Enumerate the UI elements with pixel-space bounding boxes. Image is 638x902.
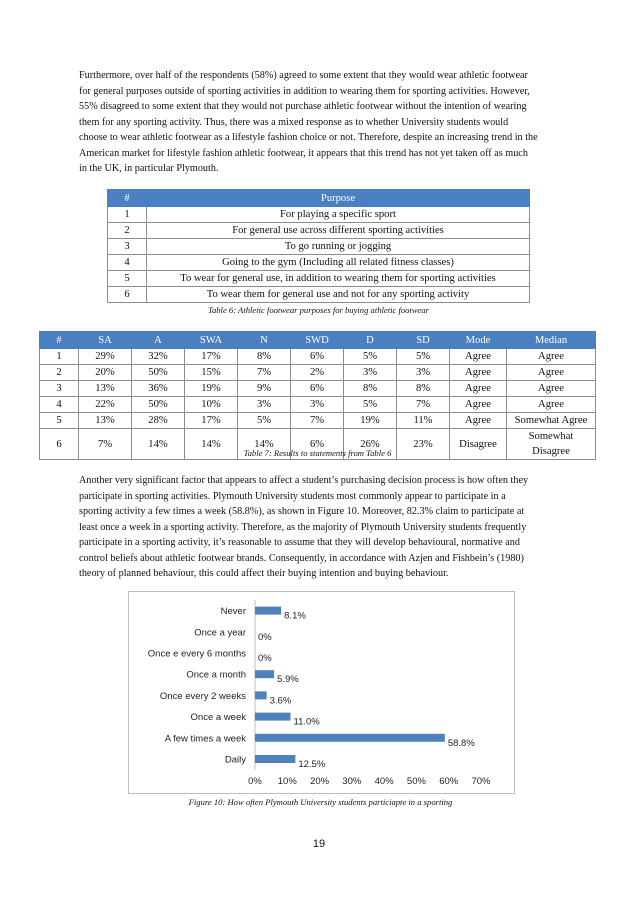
category-label: Once e every 6 months (147, 648, 246, 660)
cell: 23% (397, 429, 450, 460)
table-row (40, 381, 596, 397)
bar (255, 734, 445, 742)
cell: 17% (185, 413, 238, 429)
paragraph-sport-participation (79, 473, 564, 582)
cell: 3 (40, 381, 79, 397)
bar (255, 670, 274, 678)
bar (255, 755, 295, 763)
category-label: Never (220, 606, 246, 618)
text-line: control beliefs about athletic footwear brands. Consequently, in accordance with Azjen and Fishbein’s (1980) (79, 552, 524, 564)
cell: 5 (108, 271, 147, 287)
cell: 4 (108, 255, 147, 271)
table-statement-results (39, 331, 596, 460)
text-line: American market for lifestyle fashion athletic footwear, it appears that this trend has not yet taken off as much (79, 147, 528, 159)
table-athletic-footwear-purposes (107, 189, 530, 303)
cell: Agree (450, 397, 507, 413)
cell: 5% (397, 349, 450, 365)
bar (255, 691, 267, 699)
data-label: 58.8% (447, 737, 475, 749)
cell: 28% (132, 413, 185, 429)
column-header-number: # (108, 190, 147, 207)
column-header-purpose: Purpose (147, 190, 530, 207)
cell: 5% (344, 349, 397, 365)
text-line: participate in a sporting activity, it’s reasonable to assume that they will develop behavioural, normative and (79, 537, 520, 548)
cell: To wear them for general use and not for any sporting activity (147, 287, 530, 303)
table-row (108, 223, 530, 239)
text-line: Another very significant factor that appears to affect a student’s purchasing decision process is how often they (79, 475, 529, 486)
text-line: least once a week in a sporting activity. Therefore, as the majority of Plymouth University students frequently (79, 521, 527, 533)
column-header: SWA (185, 332, 238, 349)
category-label: A few times a week (164, 733, 246, 745)
cell: To go running or jogging (147, 239, 530, 255)
cell: 7% (291, 413, 344, 429)
cell: 8% (344, 381, 397, 397)
table-row (108, 239, 530, 255)
column-header: SD (397, 332, 450, 349)
cell: 15% (185, 365, 238, 381)
cell: 19% (344, 413, 397, 429)
column-header: SWD (291, 332, 344, 349)
bar-chart (129, 592, 514, 793)
cell: 6% (291, 349, 344, 365)
cell: Going to the gym (Including all related fitness classes) (147, 255, 530, 271)
text-line: participate in sporting activities. Plymouth University students most commonly appear to participate in a (79, 490, 506, 502)
column-header: SA (79, 332, 132, 349)
data-label: 0% (258, 631, 272, 643)
cell: 50% (132, 397, 185, 413)
column-header: A (132, 332, 185, 349)
cell: 32% (132, 349, 185, 365)
cell: Agree (507, 381, 596, 397)
cell: 5 (40, 413, 79, 429)
table-row (40, 349, 596, 365)
cell: Agree (450, 365, 507, 381)
cell: 19% (185, 381, 238, 397)
cell: 36% (132, 381, 185, 397)
data-label: 12.5% (298, 759, 326, 770)
x-tick-label: 10% (277, 776, 297, 787)
cell: 6 (108, 287, 147, 303)
column-header: Median (507, 332, 596, 349)
table-row (40, 413, 596, 429)
cell: 3% (397, 365, 450, 381)
cell: 8% (397, 381, 450, 397)
x-tick-label: 50% (406, 776, 426, 787)
cell: Agree (450, 413, 507, 429)
category-label: Once a week (190, 712, 246, 724)
column-header: N (238, 332, 291, 349)
cell: 7% (397, 397, 450, 413)
table-7-caption: Table 7: Results to statements from Table 6 (243, 448, 392, 458)
x-tick-label: 40% (374, 776, 394, 787)
cell: 6 (40, 429, 79, 460)
category-label: Once a year (194, 627, 246, 639)
text-line: sporting activity a few times a week (58.8%), as shown in Figure 10. Moreover, 82.3% claim to participate at (79, 506, 525, 517)
table-row (108, 287, 530, 303)
table-header-row (108, 190, 530, 207)
cell: 14% (185, 429, 238, 460)
table-header-row (40, 332, 596, 349)
cell: Somewhat Disagree (507, 429, 596, 460)
cell: Agree (450, 349, 507, 365)
figure-10-chart (128, 591, 515, 794)
text-line: 55% disagreed to some extent that they would not purchase athletic footwear without the intention of wearing (79, 101, 527, 112)
cell: 8% (238, 349, 291, 365)
cell: 6% (291, 381, 344, 397)
cell: Agree (507, 365, 596, 381)
data-label: 8.1% (284, 610, 306, 622)
text-line: theory of planned behaviour, this could affect their buying intention and buying behaviour. (79, 568, 449, 579)
column-header: Mode (450, 332, 507, 349)
cell: 5% (238, 413, 291, 429)
cell: 3 (108, 239, 147, 255)
cell: 3% (291, 397, 344, 413)
paragraph-purposes-discussion (79, 68, 564, 177)
cell: 26% (344, 429, 397, 460)
table-row (108, 271, 530, 287)
cell: 11% (397, 413, 450, 429)
cell: 2 (108, 223, 147, 239)
cell: 1 (108, 207, 147, 223)
x-tick-label: 20% (310, 776, 330, 787)
x-tick-label: 0% (248, 776, 262, 787)
data-label: 3.6% (269, 695, 292, 707)
cell: 17% (185, 349, 238, 365)
category-label: Once every 2 weeks (159, 690, 246, 702)
cell: For general use across different sporting activities (147, 223, 530, 239)
cell: To wear for general use, in addition to wearing them for sporting activities (147, 271, 530, 287)
text-line: for general purposes outside of sporting activities in addition to wearing them for sporting activities. However, (79, 85, 530, 97)
cell: 20% (79, 365, 132, 381)
text-line: them for any sporting activity. Thus, there was a mixed response as to whether University students would (79, 116, 509, 128)
cell: 10% (185, 397, 238, 413)
cell: 29% (79, 349, 132, 365)
bar (255, 713, 291, 721)
x-tick-label: 30% (342, 776, 362, 787)
cell: 4 (40, 397, 79, 413)
cell: 3% (344, 365, 397, 381)
data-label: 11.0% (293, 716, 320, 728)
table-row (40, 365, 596, 381)
table-row (40, 397, 596, 413)
cell: Agree (507, 349, 596, 365)
cell: 7% (79, 429, 132, 460)
text-line: choose to wear athletic footwear as a lifestyle fashion choice or not. Therefore, despite an increasing trend in the (79, 132, 538, 143)
column-header: # (40, 332, 79, 349)
table-row (108, 207, 530, 223)
cell: 14% (132, 429, 185, 460)
cell: Somewhat Agree (507, 413, 596, 429)
page-number: 19 (312, 838, 326, 850)
column-header: D (344, 332, 397, 349)
cell: 6% (291, 429, 344, 460)
cell: 7% (238, 365, 291, 381)
cell: 5% (344, 397, 397, 413)
cell: Disagree (450, 429, 507, 460)
text-line: Furthermore, over half of the respondents (58%) agreed to some extent that they would wear athletic footwear (79, 70, 528, 81)
category-label: Daily (224, 754, 246, 766)
bar (255, 607, 281, 615)
x-tick-label: 70% (471, 776, 491, 787)
table-row (108, 255, 530, 271)
cell: 9% (238, 381, 291, 397)
cell: 14% (238, 429, 291, 460)
figure-10-caption: Figure 10: How often Plymouth University students particiapte in a sporting (188, 797, 453, 807)
cell: 22% (79, 397, 132, 413)
category-label: Once a month (186, 669, 246, 681)
cell: 13% (79, 381, 132, 397)
cell: 50% (132, 365, 185, 381)
data-label: 0% (258, 653, 272, 664)
text-line: in the UK, in particular Plymouth. (79, 163, 219, 174)
cell: 13% (79, 413, 132, 429)
data-label: 5.9% (277, 674, 299, 686)
cell: 2% (291, 365, 344, 381)
cell: 2 (40, 365, 79, 381)
cell: Agree (450, 381, 507, 397)
x-tick-label: 60% (439, 776, 459, 787)
cell: For playing a specific sport (147, 207, 530, 223)
cell: Agree (507, 397, 596, 413)
cell: 3% (238, 397, 291, 413)
table-6-caption: Table 6: Athletic footwear purposes for buying athletic footwear (207, 305, 430, 315)
cell: 1 (40, 349, 79, 365)
